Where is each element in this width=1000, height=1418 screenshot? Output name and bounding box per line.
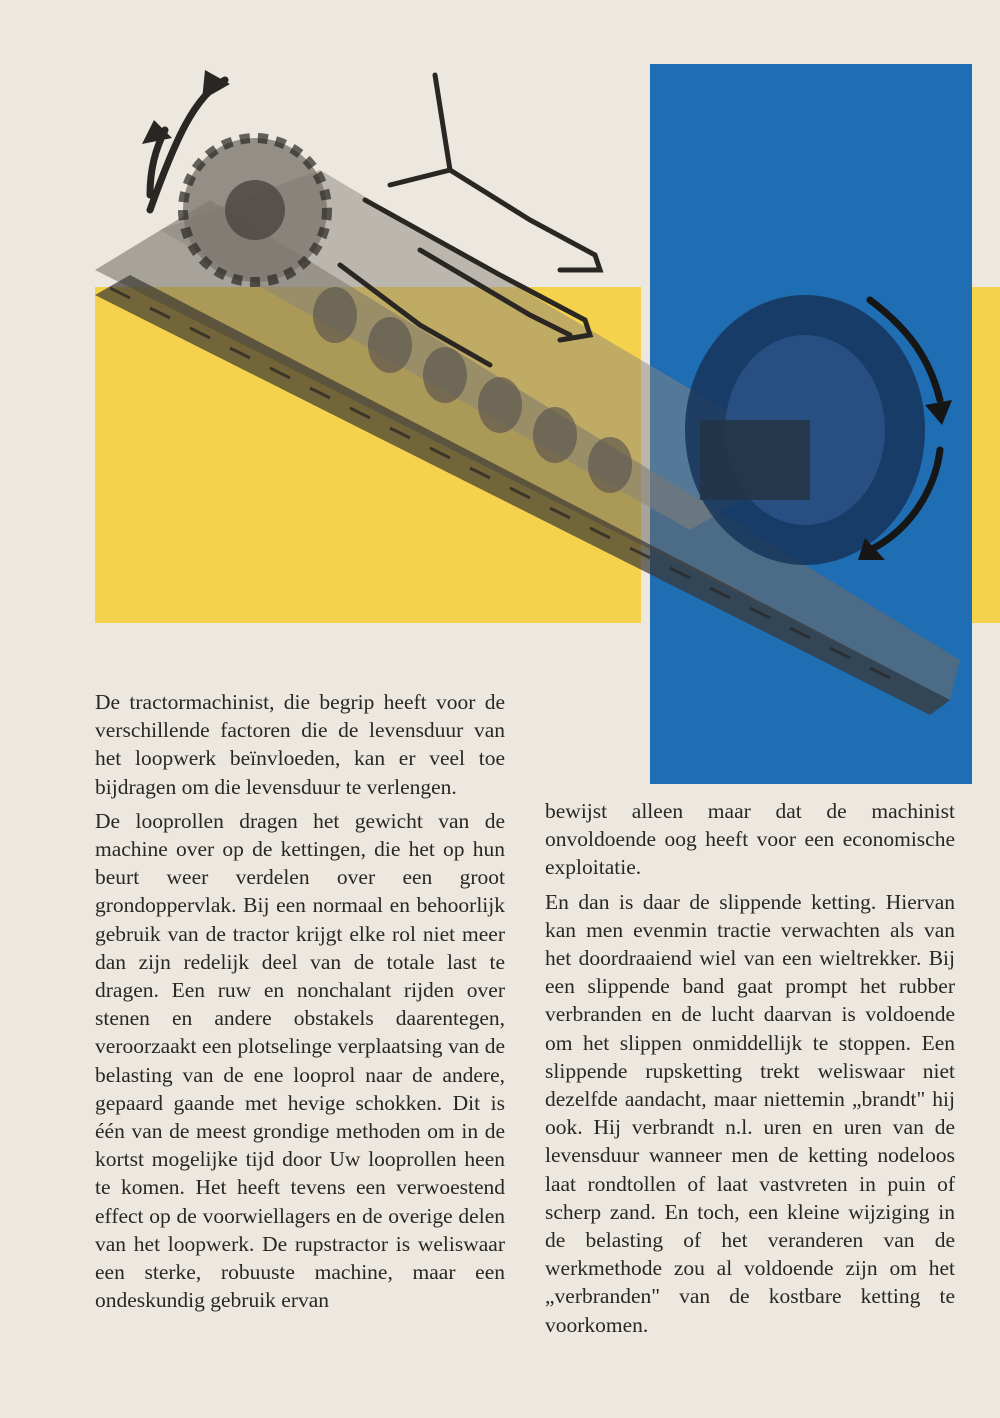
idler-wheel-icon [685, 295, 925, 565]
sprocket-icon [183, 138, 327, 282]
track-assembly-illustration [90, 60, 980, 720]
intro-paragraph: De tractormachinist, die begrip heeft voor de verschillende factoren die de levensduur van het loopwerk beïnvloeden, kan er veel toe bijdragen om die levensduur te verlengen. [95, 690, 505, 799]
right-text-column [545, 797, 955, 1345]
continuation-paragraph: bewijst alleen maar dat de machinist onvoldoende oog heeft voor een economische exploitatie. [545, 799, 955, 880]
slipping-chain-paragraph: En dan is daar de slippende ketting. Hiervan kan men evenmin tractie verwachten als van het doordraaiend wiel van een wieltrekker. Bij een slippende band gaat prompt het rubber verbranden en de lucht daarvan is voldoende om het slippen onmiddellijk te stoppen. Een slippende rupsketting trekt weliswaar niet dezelfde aandacht, maar niettemin „brandt" hij ook. Hij verbrandt n.l. uren en uren van de levensduur wanneer men de ketting nodeloos laat rondtollen of laat vastvreten in puin of scherp zand. En toch, een kleine wijziging in de belasting of het veranderen van de werkmethode zou al voldoende zijn om het „verbranden" van de kostbare ketting te voorkomen. [545, 889, 955, 1337]
left-text-column [95, 688, 505, 1320]
rollers-paragraph: De looprollen dragen het gewicht van de machine over op de kettingen, die het op hun beurt weer verdelen over een groot grondoppervlak. Bij een normaal en behoorlijk gebruik van de tractor krijgt elke rol niet meer dan zijn redelijk deel van de totale last te dragen. Een ruw en nonchalant rijden over stenen en andere obstakels daarentegen, veroorzaakt een plotselinge verplaatsing van de belasting van de ene looprol naar de andere, gepaard gaande met hevige schokken. Dit is één van de meest grondige methoden om in de kortst mogelijke tijd door Uw looprollen heen te komen. Het heeft tevens een verwoestend effect op de voorwiellagers en de overige delen van het loopwerk. De rupstractor is weliswaar een sterke, robuuste machine, maar een ondeskundig gebruik ervan [95, 808, 505, 1313]
